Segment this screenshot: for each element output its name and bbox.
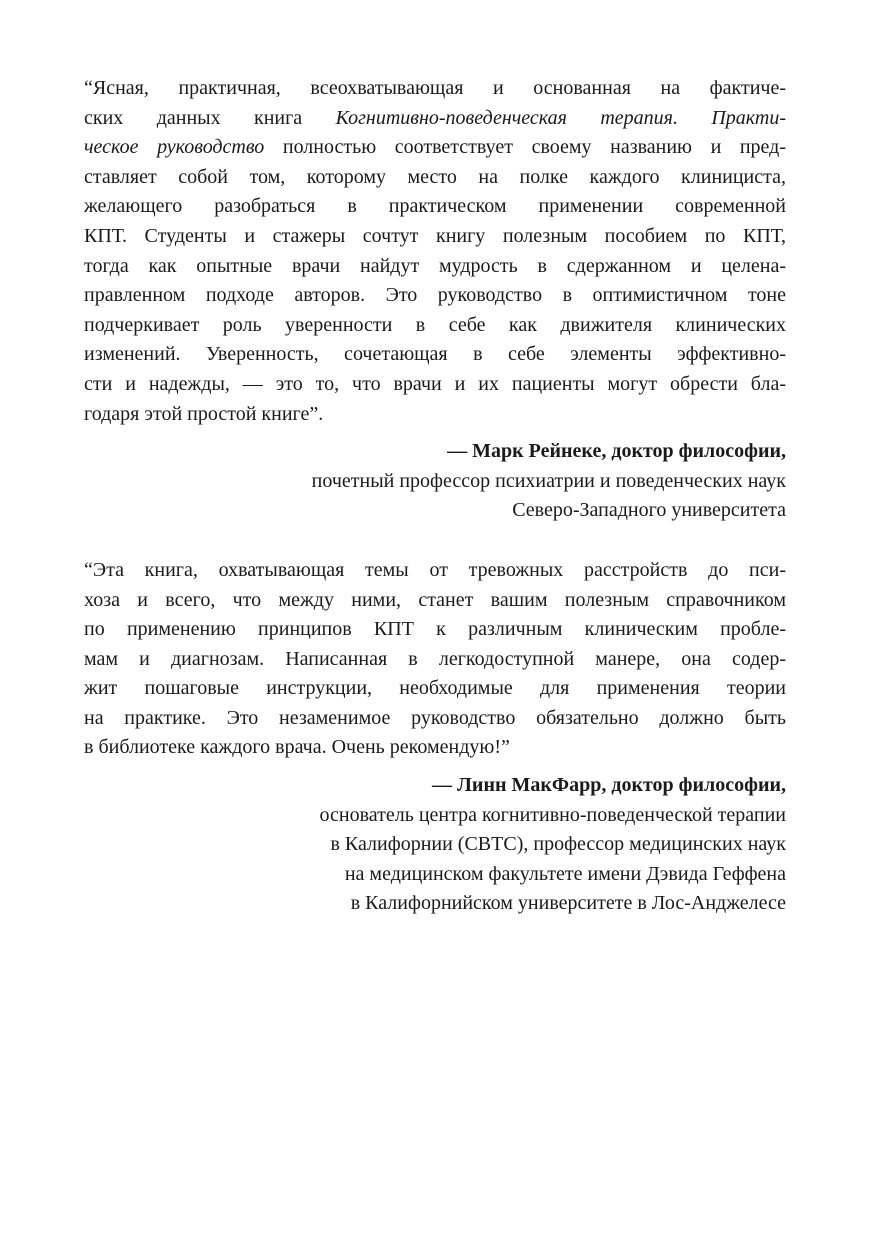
attribution-2 <box>84 771 786 919</box>
quote-line: правленном подходе авторов. Это руководство в оптимистичном тоне <box>84 284 786 307</box>
author-title-line: в Калифорнийском университете в Лос-Анджелесе <box>350 892 786 915</box>
testimonial-quote-2 <box>84 556 786 763</box>
author-title-line: на медицинском факультете имени Дэвида Геффена <box>344 862 786 885</box>
quote-line: КПТ. Студенты и стажеры сочтут книгу полезным пособием по КПТ, <box>84 224 786 247</box>
quote-line: “Эта книга, охватывающая темы от тревожных расстройств до пси- <box>84 558 786 581</box>
quote-line: желающего разобраться в практическом применении современной <box>84 195 786 218</box>
author-title-line: почетный профессор психиатрии и поведенческих наук <box>311 469 786 492</box>
quote-line: годаря этой простой книге”. <box>84 402 324 425</box>
author-title-line: основатель центра когнитивно-поведенческой терапии <box>319 803 786 826</box>
quote-text: полностью соответствует своему названию и пред- <box>264 136 786 159</box>
attribution-1 <box>84 437 786 526</box>
quote-line: ставляет собой том, которому место на полке каждого клинициста, <box>84 165 786 188</box>
quote-line: на практике. Это незаменимое руководство обязательно должно быть <box>84 706 786 729</box>
quote-line: тогда как опытные врачи найдут мудрость в сдержанном и целена- <box>84 254 786 277</box>
quote-line: изменений. Уверенность, сочетающая в себе элементы эффективно- <box>84 343 786 366</box>
quote-line: сти и надежды, — это то, что врачи и их пациенты могут обрести бла- <box>84 372 786 395</box>
quote-line <box>84 104 786 134</box>
author-name: — Марк Рейнеке, доктор философии, <box>447 440 786 463</box>
author-name: — Линн МакФарр, доктор философии, <box>432 774 786 797</box>
book-title-part: ческое руководство <box>84 136 265 159</box>
quote-text: ских данных книга <box>84 106 336 129</box>
quote-line <box>84 133 786 163</box>
testimonial-quote-1 <box>84 74 786 429</box>
page <box>84 74 786 919</box>
quote-line: жит пошаговые инструкции, необходимые для применения теории <box>84 677 786 700</box>
quote-line: подчеркивает роль уверенности в себе как движителя клинических <box>84 313 786 336</box>
book-title-part: Когнитивно-поведенческая терапия. Практи- <box>335 106 786 129</box>
quote-line: хоза и всего, что между ними, станет вашим полезным справочником <box>84 588 786 611</box>
author-title-line: в Калифорнии (CBTC), профессор медицинских наук <box>330 833 786 856</box>
quote-line: мам и диагнозам. Написанная в легкодоступной манере, она содер- <box>84 647 786 670</box>
quote-line: “Ясная, практичная, всеохватывающая и основанная на фактиче- <box>84 77 786 99</box>
quote-line: по применению принципов КПТ к различным клиническим пробле- <box>84 618 786 641</box>
quote-line: в библиотеке каждого врача. Очень рекомендую!” <box>84 736 510 759</box>
author-title-line: Северо-Западного университета <box>512 499 786 522</box>
